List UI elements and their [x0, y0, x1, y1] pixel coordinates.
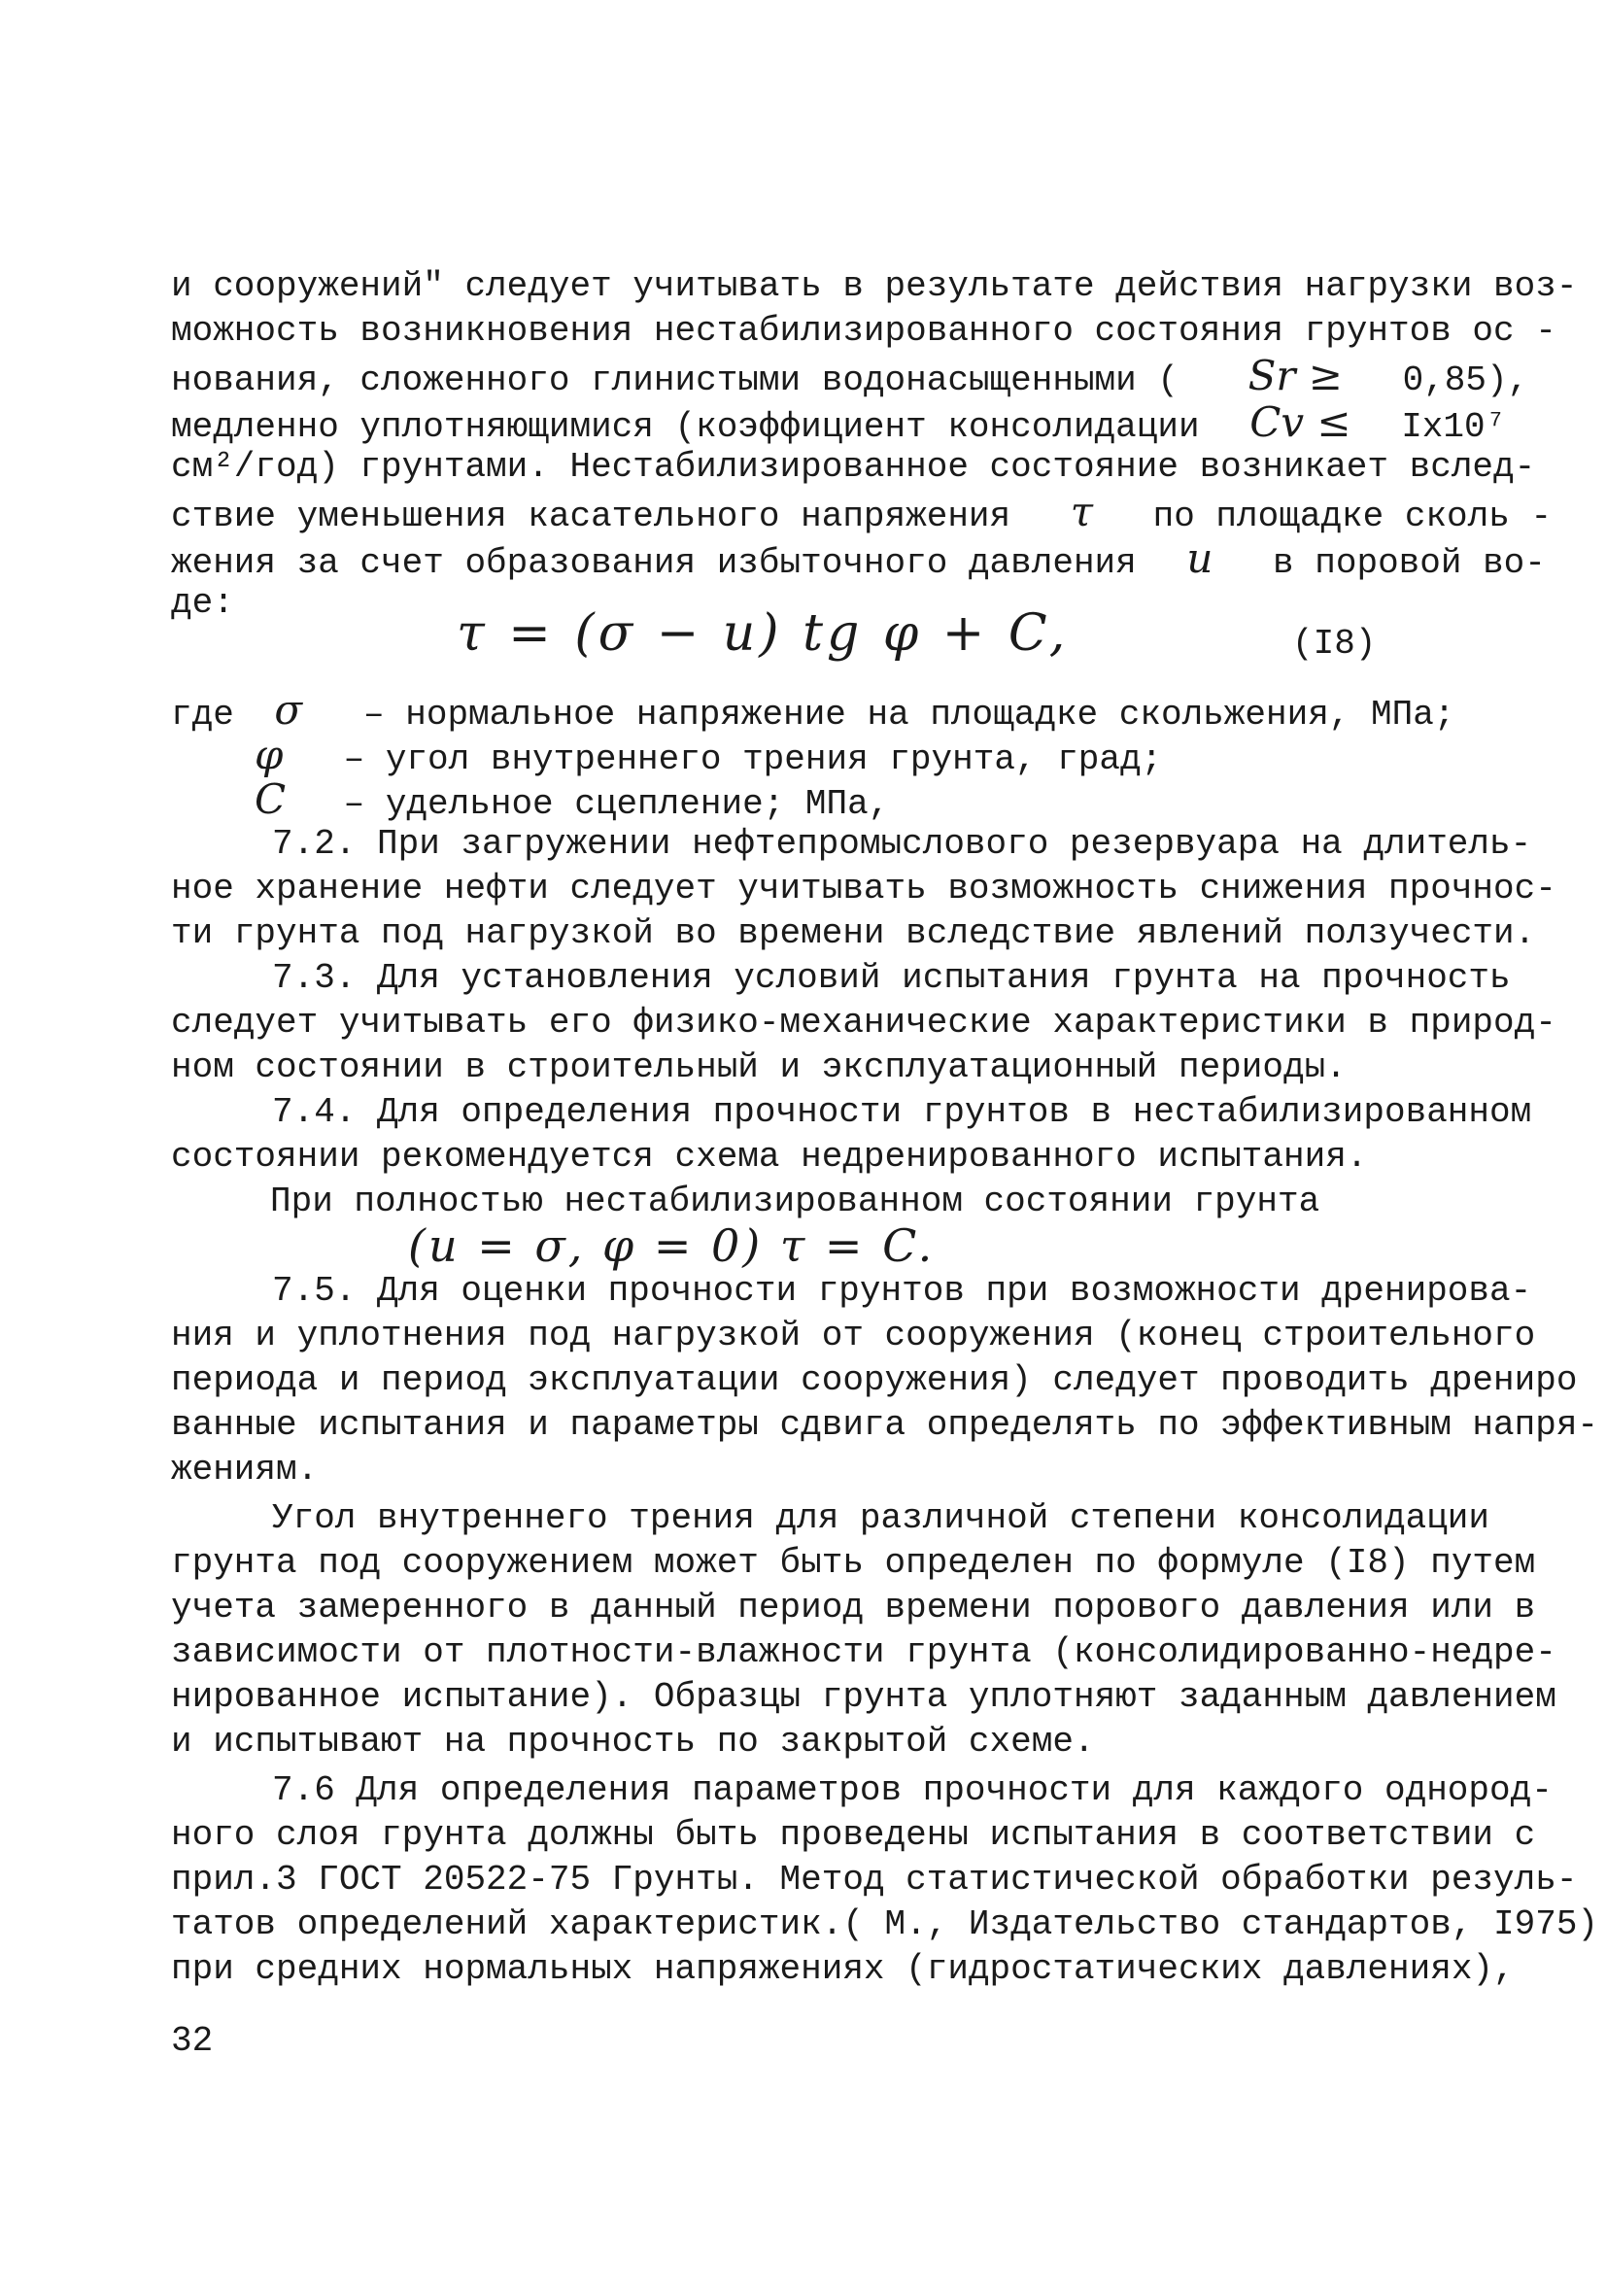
text-line: при средних нормальных напряжениях (гидростатических давлениях), [171, 1949, 1515, 1989]
symbol-cv: Cv ≤ [1249, 398, 1351, 446]
text-line: грунта под сооружением может быть определен по формуле (I8) путем [171, 1543, 1536, 1583]
text-fragment: по площадке сколь - [1152, 497, 1553, 536]
text-line: зависимости от плотности-влажности грунта (консолидированно-недре- [171, 1632, 1556, 1672]
text-fragment: жения за счет образования избыточного давления [171, 543, 1137, 583]
text-line: ванные испытания и параметры сдвига определять по эффективным напря- [171, 1405, 1599, 1445]
text-line: и испытывают на прочность по закрытой схеме. [171, 1722, 1095, 1762]
text-line: 7.5. Для оценки прочности грунтов при возможности дренирова- [272, 1271, 1532, 1311]
text-line: 7.4. Для определения прочности грунтов в нестабилизированном [272, 1092, 1532, 1132]
text-line [171, 534, 1546, 586]
where-line [255, 733, 1420, 782]
where-line [171, 686, 1455, 737]
symbol-sigma: σ [274, 686, 303, 734]
formula-number: (I8) [1292, 624, 1377, 664]
text-fragment: ствие уменьшения касательного напряжения [171, 497, 1011, 536]
formula-18: τ = (σ − u) tg φ + C, [457, 604, 1070, 663]
text-line: жениям. [171, 1450, 319, 1490]
where-desc: – угол внутреннего трения грунта, град; [343, 739, 1163, 779]
text-line: При полностью нестабилизированном состоянии грунта [270, 1182, 1320, 1221]
where-desc: – нормальное напряжение на площадке скольжения, МПа; [363, 695, 1455, 735]
symbol-u: u [1186, 534, 1213, 582]
symbol-tau: τ [1070, 488, 1093, 535]
text-line [171, 352, 1529, 403]
symbol-c: C [255, 775, 287, 823]
symbol-phi: φ [255, 731, 284, 778]
text-line: татов определений характеристик.( М., Издательство стандартов, I975) [171, 1904, 1599, 1944]
text-line: Угол внутреннего трения для различной степени консолидации [272, 1498, 1490, 1538]
symbol-sr: Sr ≥ [1247, 352, 1343, 399]
text-line: ного слоя грунта должны быть проведены испытания в соответствии с [171, 1815, 1536, 1855]
text-line: прил.3 ГОСТ 20522-75 Грунты. Метод статистической обработки резуль- [171, 1860, 1578, 1900]
text-fragment: Iх10⁷ [1401, 407, 1507, 447]
text-fragment: 0,85), [1402, 360, 1529, 400]
text-line: нированное испытание). Образцы грунта уплотняют заданным давлением [171, 1677, 1556, 1717]
page-number: 32 [171, 2021, 214, 2061]
text-line [171, 398, 1507, 450]
text-line: де: [171, 583, 234, 623]
text-line: следует учитывать его физико-механические характеристики в природ- [171, 1003, 1556, 1043]
text-line: периода и период эксплуатации сооружения) следует проводить дрениро [171, 1360, 1578, 1400]
text-line: см²/год) грунтами. Нестабилизированное состояние возникает вслед- [171, 447, 1536, 487]
text-line: ное хранение нефти следует учитывать возможность снижения прочнос- [171, 869, 1556, 908]
text-fragment: в поровой во- [1273, 543, 1546, 583]
text-fragment: нования, сложенного глинистыми водонасыщенными ( [171, 360, 1179, 400]
text-line: и сооружений" следует учитывать в результате действия нагрузки воз- [171, 266, 1578, 306]
text-line: ния и уплотнения под нагрузкой от сооружения (конец строительного [171, 1316, 1536, 1355]
where-line [255, 777, 1420, 827]
text-fragment: медленно уплотняющимися (коэффициент консолидации [171, 407, 1200, 447]
text-line: 7.3. Для установления условий испытания грунта на прочность [272, 958, 1511, 998]
where-prefix: где [171, 695, 234, 735]
text-line: 7.6 Для определения параметров прочности для каждого однород- [272, 1770, 1553, 1810]
text-line: 7.2. При загружении нефтепромыслового резервуара на длитель- [272, 824, 1532, 864]
text-line: ном состоянии в строительный и эксплуатационный периоды. [171, 1047, 1347, 1087]
where-desc: – удельное сцепление; МПа, [343, 784, 890, 824]
text-line: учета замеренного в данный период времени порового давления или в [171, 1588, 1536, 1628]
text-line [171, 488, 1553, 539]
formula-undrained: (u = σ, φ = 0) τ = C. [408, 1219, 936, 1272]
text-line: можность возникновения нестабилизированного состояния грунтов ос - [171, 311, 1556, 351]
text-line: ти грунта под нагрузкой во времени вследствие явлений ползучести. [171, 913, 1536, 953]
text-line: состоянии рекомендуется схема недренированного испытания. [171, 1137, 1368, 1177]
